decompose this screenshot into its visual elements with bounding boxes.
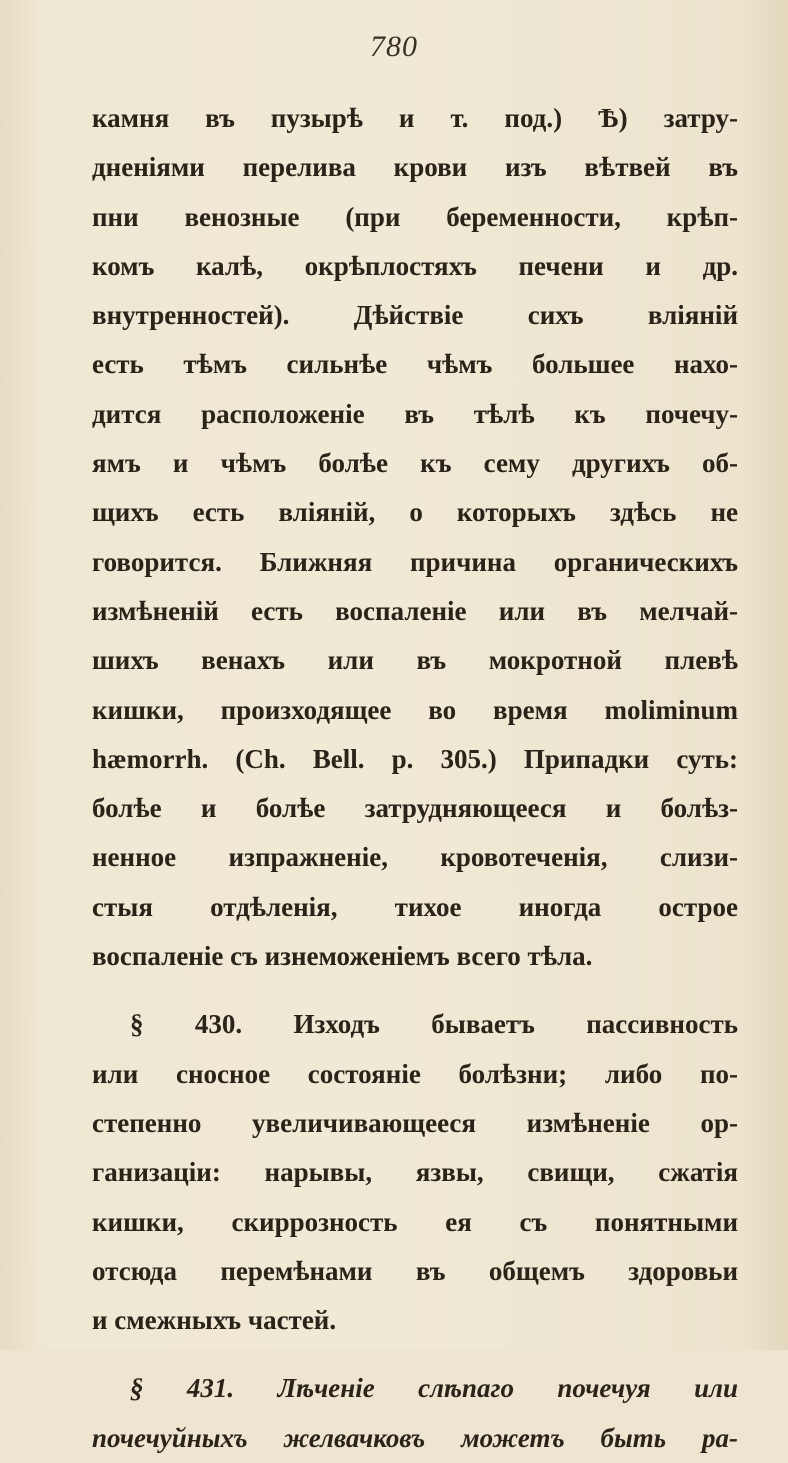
text-line: hæmorrh. (Ch. Bell. p. 305.) Припадки суть:: [92, 743, 738, 774]
text-line: пни венозные (при беременности, крѣп-: [92, 201, 738, 232]
text-line: и смежныхъ частей.: [92, 1305, 337, 1336]
page-text: [92, 94, 738, 1463]
text-line: щихъ есть вліяній, о которыхъ здѣсь не: [92, 497, 738, 528]
text-line: ганизаціи: нарывы, язвы, свищи, сжатія: [92, 1157, 738, 1188]
text-line: или сносное состояніе болѣзни; либо по-: [92, 1058, 738, 1089]
text-line: ненное изпражненіе, кровотеченія, слизи-: [92, 842, 738, 873]
text-line: говорится. Ближняя причина органическихъ: [92, 546, 738, 577]
text-line: шихъ венахъ или въ мокротной плевѣ: [92, 645, 738, 676]
text-line: воспаленіе съ изнеможеніемъ всего тѣла.: [92, 941, 593, 972]
text-line: степенно увеличивающееся измѣненіе ор-: [92, 1107, 738, 1138]
text-line: ямъ и чѣмъ болѣе къ сему другихъ об-: [92, 448, 738, 479]
paragraph-symptoms: [92, 94, 738, 981]
text-line: § 431. Лѣченіе слѣпаго почечуя или: [130, 1373, 738, 1404]
text-line: дится расположеніе въ тѣлѣ къ почечу-: [92, 398, 738, 429]
text-line: стыя отдѣленія, тихое иногда острое: [92, 891, 738, 922]
paragraph-430: [92, 1000, 738, 1345]
text-line: отсюда перемѣнами въ общемъ здоровьи: [92, 1255, 738, 1286]
text-line: почечуйныхъ желвачковъ можетъ быть ра-: [92, 1422, 738, 1453]
text-line: есть тѣмъ сильнѣе чѣмъ большее нахо-: [92, 349, 738, 380]
text-line: кишки, скиррозность ея съ понятными: [92, 1206, 738, 1237]
text-line: комъ калѣ, окрѣплостяхъ печени и др.: [92, 250, 738, 281]
text-line: измѣненій есть воспаленіе или въ мелчай-: [92, 595, 738, 626]
text-line: кишки, произходящее во время moliminum: [92, 694, 738, 725]
text-line: внутренностей). Дѣйствіе сихъ вліяній: [92, 300, 738, 331]
paragraph-431: [92, 1364, 738, 1463]
page-number: 780: [370, 30, 418, 63]
text-line: болѣе и болѣе затрудняющееся и болѣз-: [92, 793, 738, 824]
text-line: камня въ пузырѣ и т. под.) Ѣ) затру-: [92, 103, 738, 133]
text-line: дненіями перелива крови изъ вѣтвей въ: [92, 152, 738, 183]
text-line: § 430. Изходъ бываетъ пассивность: [130, 1009, 738, 1040]
